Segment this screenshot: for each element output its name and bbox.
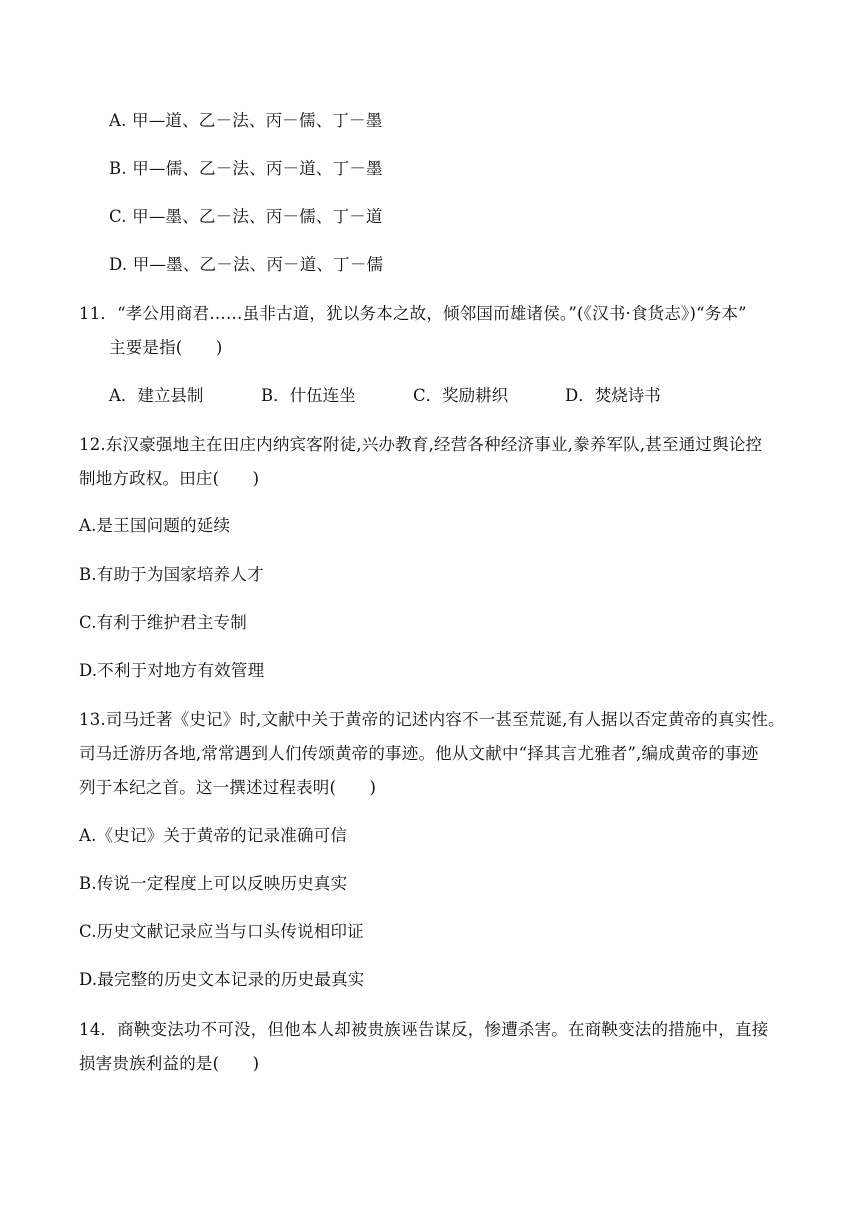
q10-option-a: A. 甲—道、乙－法、丙－儒、丁－墨 (109, 111, 383, 130)
q13-option-c: C.历史文献记录应当与口头传说相印证 (79, 922, 364, 941)
q14-stem-line-2: 损害贵族利益的是( ) (79, 1054, 260, 1073)
q13-option-d: D.最完整的历史文本记录的历史最真实 (79, 970, 365, 989)
q11-option-a: A．建立县制 (109, 386, 204, 405)
q12-option-b: B.有助于为国家培养人才 (79, 565, 264, 584)
q11-option-d: D．焚烧诗书 (565, 386, 661, 405)
q11-option-b: B．什伍连坐 (261, 386, 356, 405)
q12-stem-line-1: 12.东汉豪强地主在田庄内纳宾客附徒,兴办教育,经营各种经济事业,豢养军队,甚至通过舆论控 (79, 435, 763, 454)
q10-option-b: B. 甲—儒、乙－法、丙－道、丁－墨 (109, 159, 383, 178)
q12-option-d: D.不利于对地方有效管理 (79, 661, 265, 680)
q13-option-a: A.《史记》关于黄帝的记录准确可信 (79, 826, 348, 845)
q10-option-c: C. 甲—墨、乙－法、丙－儒、丁－道 (109, 207, 383, 226)
q13-option-b: B.传说一定程度上可以反映历史真实 (79, 874, 348, 893)
q13-stem-line-3: 列于本纪之首。这一撰述过程表明( ) (79, 778, 377, 797)
q11-stem-line-2: 主要是指( ) (109, 338, 223, 357)
q13-stem-line-1: 13.司马迁著《史记》时,文献中关于黄帝的记述内容不一甚至荒诞,有人据以否定黄帝的真实性。 (79, 710, 785, 729)
q11-option-c: C．奖励耕织 (413, 386, 509, 405)
q10-option-d: D. 甲—墨、乙－法、丙－道、丁－儒 (109, 255, 384, 274)
q11-options-row (0, 385, 860, 407)
q12-stem-line-2: 制地方政权。田庄( ) (79, 469, 260, 488)
q12-option-a: A.是王国问题的延续 (79, 516, 231, 535)
q14-stem-line-1: 14．商鞅变法功不可没，但他本人却被贵族诬告谋反，惨遭杀害。在商鞅变法的措施中，直接 (79, 1020, 769, 1039)
q13-stem-line-2: 司马迁游历各地,常常遇到人们传颂黄帝的事迹。他从文献中“择其言尤雅者”,编成黄帝的事迹 (79, 744, 759, 763)
q11-stem-line-1: 11．“孝公用商君……虽非古道，犹以务本之故，倾邻国而雄诸侯。”(《汉书·食货志》)“务本” (79, 304, 747, 323)
q12-option-c: C.有利于维护君主专制 (79, 613, 247, 632)
